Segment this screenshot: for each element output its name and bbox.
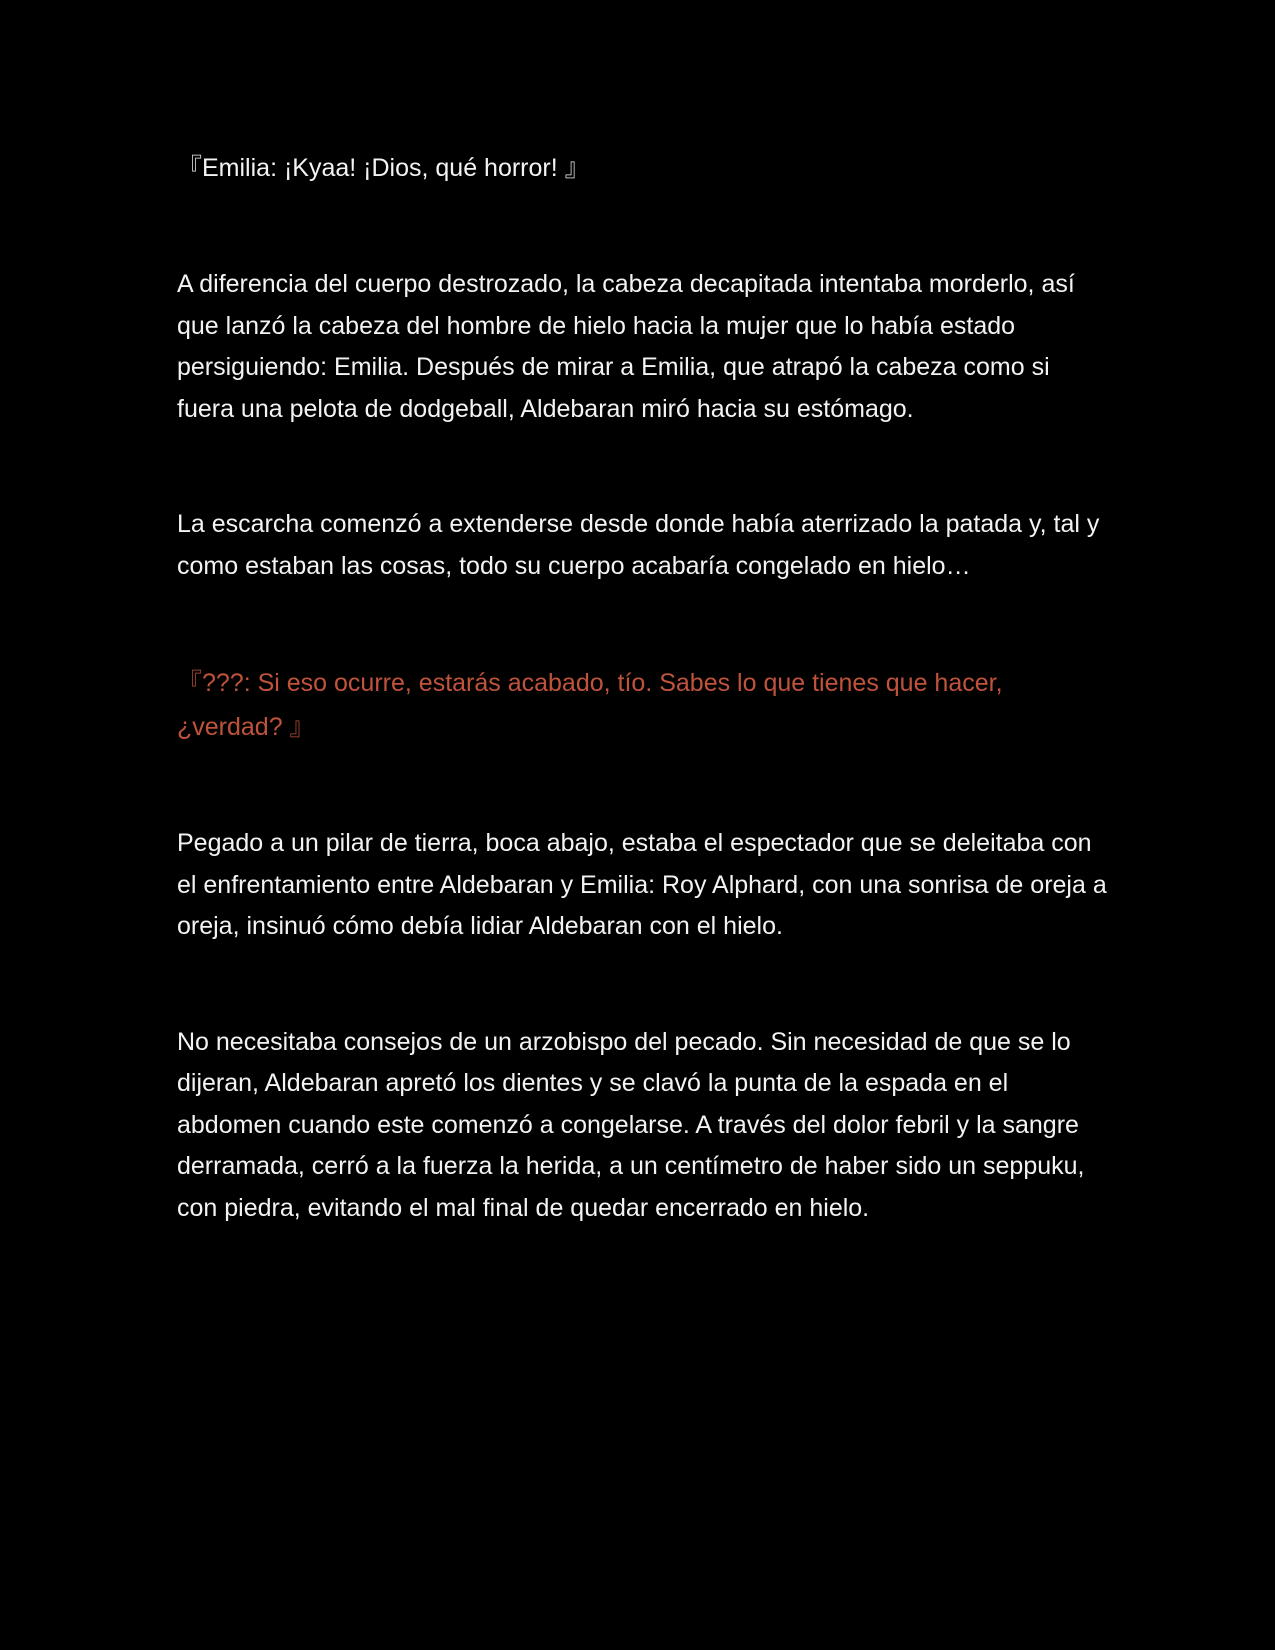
dialogue-emilia: 『Emilia: ¡Kyaa! ¡Dios, qué horror! 』 xyxy=(177,154,590,182)
narration-paragraph: A diferencia del cuerpo destrozado, la cabeza decapitada intentaba morderlo, así que lanzó la cabeza del hombre de hielo hacia la mujer que lo había estado persiguiendo: Emilia. Después de mirar a Emilia, que atrapó la cabeza como si fuera una pelota de dodgeball, Aldebaran miró hacia su estómago. xyxy=(177,270,1075,423)
dialogue-unknown: 『???: Si eso ocurre, estarás acabado, tío. Sabes lo que tienes que hacer, ¿verdad? 』 xyxy=(177,669,1003,741)
narration-paragraph: La escarcha comenzó a extenderse desde donde había aterrizado la patada y, tal y como estaban las cosas, todo su cuerpo acabaría congelado en hielo… xyxy=(177,510,1100,580)
narration-paragraph: Pegado a un pilar de tierra, boca abajo, estaba el espectador que se deleitaba con el enfrentamiento entre Aldebaran y Emilia: Roy Alphard, con una sonrisa de oreja a oreja, insinuó cómo debía lidiar Aldebaran con el hielo. xyxy=(177,829,1107,940)
narration-paragraph: No necesitaba consejos de un arzobispo del pecado. Sin necesidad de que se lo dijeran, Aldebaran apretó los dientes y se clavó la punta de la espada en el abdomen cuando este comenzó a congelarse. A través del dolor febril y la sangre derramada, cerró a la fuerza la herida, a un centímetro de haber sido un seppuku, con piedra, evitando el mal final de quedar encerrado en hielo. xyxy=(177,1027,1085,1222)
document-body xyxy=(177,146,1107,1303)
